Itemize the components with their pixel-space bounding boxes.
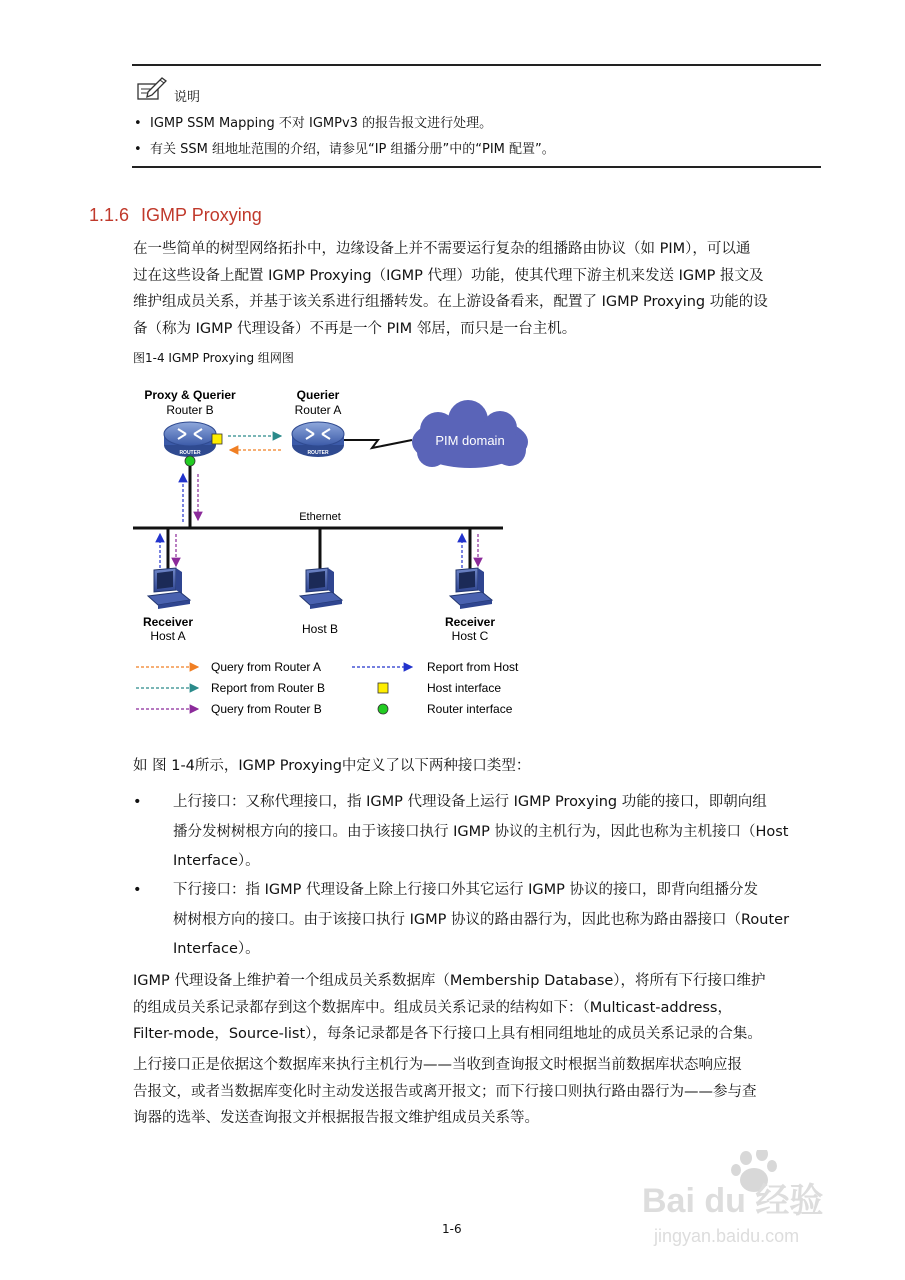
host-c-role: Receiver xyxy=(444,615,496,629)
bullet-line: 下行接口：指 IGMP 代理设备上除上行接口外其它运行 IGMP 协议的接口，即背向组播分发 xyxy=(173,882,758,898)
legend-query-router-b: Query from Router B xyxy=(211,702,322,716)
router-b-role: Proxy & Querier xyxy=(144,388,236,402)
legend-report-router-b: Report from Router B xyxy=(211,681,326,695)
bullet-dot: • xyxy=(133,794,142,810)
bullet-line: Interface）。 xyxy=(173,853,260,869)
intro-line: 维护组成员关系，并基于该关系进行组播转发。在上游设备看来，配置了 IGMP Proxying 功能的设 xyxy=(133,294,768,310)
section-number: 1.1.6 xyxy=(89,205,130,225)
serial-link xyxy=(344,440,412,448)
bullet-line: 上行接口：又称代理接口，指 IGMP 代理设备上运行 IGMP Proxying 功能的接口，即朝向组 xyxy=(173,794,767,810)
host-b-computer-icon xyxy=(300,568,342,609)
router-interface-marker xyxy=(185,456,195,466)
intro-line: 备（称为 IGMP 代理设备）不再是一个 PIM 邻居，而只是一台主机。 xyxy=(133,320,577,337)
intro-line: 过在这些设备上配置 IGMP Proxying（IGMP 代理）功能，使其代理下游主机来发送 IGMP 报文及 xyxy=(133,267,764,284)
legend xyxy=(136,660,519,716)
legend-router-interface: Router interface xyxy=(427,702,513,716)
router-b-icon xyxy=(164,422,216,457)
membership-paragraph xyxy=(133,968,823,1048)
host-c-name: Host C xyxy=(451,629,489,643)
membership-line: 的组成员关系记录都存到这个数据库中。组成员关系记录的结构如下：（Multicast-address， xyxy=(133,999,732,1016)
host-a-computer-icon xyxy=(148,568,190,609)
bullet-line: 播分发树树根方向的接口。由于该接口执行 IGMP 协议的主机行为，因此也称为主机接口（Host xyxy=(173,823,789,840)
note-item: • 有关 SSM 组地址范围的介绍，请参见“IP 组播分册”中的“PIM 配置”。 xyxy=(134,142,555,157)
lead-in: 如 图 1-4所示，IGMP Proxying中定义了以下两种接口类型： xyxy=(133,758,531,774)
bullet-downstream-interface xyxy=(133,876,821,965)
legend-report-host: Report from Host xyxy=(427,660,519,674)
router-b-icon-label: ROUTER xyxy=(179,450,201,456)
router-b-name: Router B xyxy=(166,403,214,417)
membership-line: Filter-mode，Source-list），每条记录都是各下行接口上具有相同组地址的成员关系记录的合集。 xyxy=(133,1026,762,1042)
host-a-name: Host A xyxy=(150,629,186,643)
intro-line: 在一些简单的树型网络拓扑中，边缘设备上并不需要运行复杂的组播路由协议（如 PIM），可以通 xyxy=(133,241,751,257)
host-a-role: Receiver xyxy=(142,615,194,629)
membership-line: IGMP 代理设备上维护着一个组成员关系数据库（Membership Database），将所有下行接口维护 xyxy=(133,973,766,989)
bullet-line: Interface）。 xyxy=(173,941,260,957)
baidu-jingyan-watermark xyxy=(640,1150,870,1260)
watermark-url: jingyan.baidu.com xyxy=(654,1226,800,1246)
watermark-brand: Bai du 经验 xyxy=(642,1182,824,1220)
legend-router-interface-swatch xyxy=(378,704,388,714)
note-item-text: 有关 SSM 组地址范围的介绍，请参见“IP 组播分册”中的“PIM 配置”。 xyxy=(150,142,555,157)
upstream-line: 告报文，或者当数据库变化时主动发送报告或离开报文；而下行接口则执行路由器行为——参与查 xyxy=(133,1083,757,1100)
legend-host-interface: Host interface xyxy=(427,681,502,695)
legend-query-router-a: Query from Router A xyxy=(211,660,322,674)
legend-host-interface-swatch xyxy=(378,683,388,693)
router-a-role: Querier xyxy=(296,388,340,402)
bullet-dot: • xyxy=(133,882,142,898)
note-label: 说明 xyxy=(174,90,201,105)
cloud-label: PIM domain xyxy=(435,433,505,448)
pim-domain-cloud xyxy=(412,400,528,468)
bullet-line: 树树根方向的接口。由于该接口执行 IGMP 协议的路由器行为，因此也称为路由器接口（Router xyxy=(173,911,790,928)
host-b-name: Host B xyxy=(301,622,339,636)
ethernet-label: Ethernet xyxy=(299,511,341,523)
host-interface-marker xyxy=(212,434,222,444)
router-a-name: Router A xyxy=(294,403,342,417)
upstream-behaviour-paragraph xyxy=(133,1052,823,1132)
upstream-line: 上行接口正是依据这个数据库来执行主机行为——当收到查询报文时根据当前数据库状态响应报 xyxy=(133,1057,742,1073)
bullet-upstream-interface xyxy=(133,788,821,877)
host-c-computer-icon xyxy=(450,568,492,609)
router-a-icon xyxy=(292,422,344,457)
upstream-line: 询器的选举、发送查询报文并根据报告报文维护组成员关系等。 xyxy=(133,1110,539,1126)
section-title-text: IGMP Proxying xyxy=(141,205,262,225)
page-number: 1-6 xyxy=(442,1222,462,1236)
router-a-icon-label: ROUTER xyxy=(307,450,329,456)
figure-caption: 图1-4 IGMP Proxying 组网图 xyxy=(133,351,294,365)
note-item: • IGMP SSM Mapping 不对 IGMPv3 的报告报文进行处理。 xyxy=(134,116,493,131)
note-item-text: IGMP SSM Mapping 不对 IGMPv3 的报告报文进行处理。 xyxy=(150,116,493,131)
